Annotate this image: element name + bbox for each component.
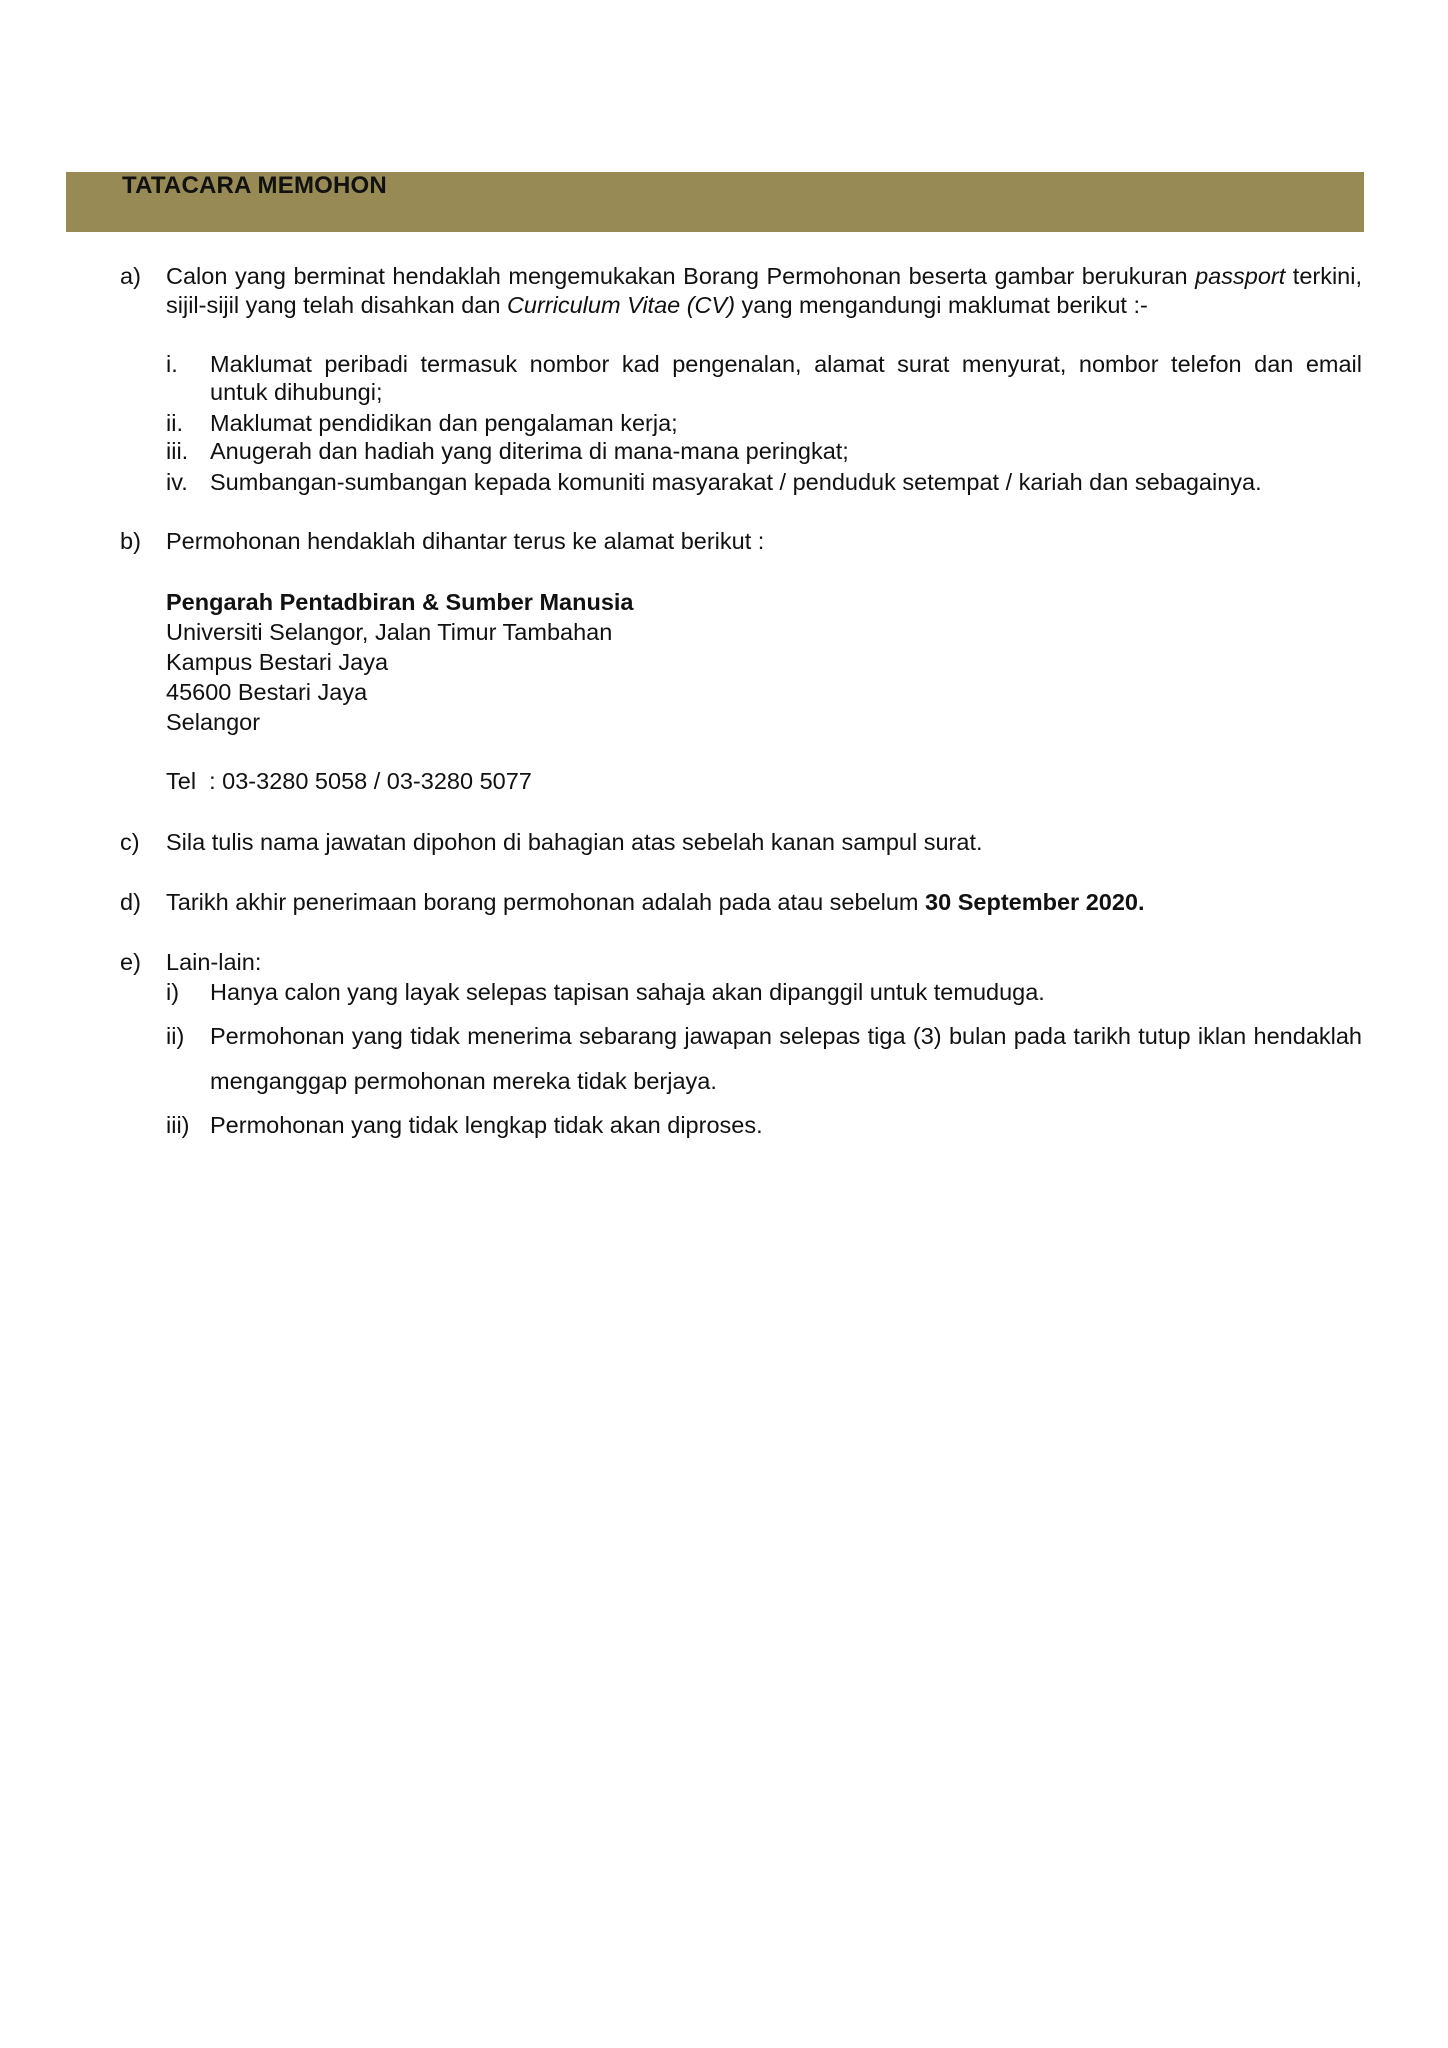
item-a-line-2: sijil-sijil yang telah disahkan dan Curriculum Vitae (CV) yang mengandungi maklumat berikut :- [166, 292, 1148, 318]
note-ii-line-2: menganggap permohonan mereka tidak berjaya. [210, 1068, 717, 1094]
subitem-i-line-1: Maklumat peribadi termasuk nombor kad pengenalan, alamat surat menyurat, nombor telefon dan email [210, 351, 1362, 377]
item-e-marker: e) [120, 949, 141, 975]
item-e-text: Lain-lain: [166, 949, 262, 975]
note-ii-marker: ii) [166, 1023, 185, 1049]
section-title: TATACARA MEMOHON [122, 172, 387, 199]
subitem-iv-marker: iv. [166, 469, 188, 495]
subitem-iv-text: Sumbangan-sumbangan kepada komuniti masyarakat / penduduk setempat / kariah dan sebagainya. [210, 469, 1262, 495]
subitem-iii-marker: iii. [166, 438, 189, 464]
item-c-text: Sila tulis nama jawatan dipohon di bahagian atas sebelah kanan sampul surat. [166, 829, 983, 855]
item-b-text: Permohonan hendaklah dihantar terus ke alamat berikut : [166, 528, 765, 554]
note-iii-marker: iii) [166, 1112, 190, 1138]
subitem-i-marker: i. [166, 351, 178, 377]
subitem-ii-marker: ii. [166, 410, 183, 436]
item-a-marker: a) [120, 263, 141, 289]
subitem-i-line-2: untuk dihubungi; [210, 379, 383, 405]
note-iii-text: Permohonan yang tidak lengkap tidak akan diproses. [210, 1112, 763, 1138]
address-recipient: Pengarah Pentadbiran & Sumber Manusia [166, 589, 634, 615]
section-header-bar [66, 172, 1364, 232]
note-i-text: Hanya calon yang layak selepas tapisan sahaja akan dipanggil untuk temuduga. [210, 979, 1045, 1005]
deadline-date: 30 September 2020. [925, 889, 1145, 915]
address-line-3: 45600 Bestari Jaya [166, 679, 368, 705]
telephone-numbers: Tel : 03-3280 5058 / 03-3280 5077 [166, 768, 532, 794]
item-d-text: Tarikh akhir penerimaan borang permohonan adalah pada atau sebelum 30 September 2020. [166, 889, 1145, 915]
subitem-iii-text: Anugerah dan hadiah yang diterima di mana-mana peringkat; [210, 438, 849, 464]
subitem-ii-text: Maklumat pendidikan dan pengalaman kerja; [210, 410, 678, 436]
item-b-marker: b) [120, 528, 141, 554]
address-line-2: Kampus Bestari Jaya [166, 649, 389, 675]
note-ii-line-1: Permohonan yang tidak menerima sebarang jawapan selepas tiga (3) bulan pada tarikh tutup iklan hendaklah [210, 1023, 1362, 1049]
item-d-marker: d) [120, 889, 141, 915]
address-line-4: Selangor [166, 709, 261, 735]
item-c-marker: c) [120, 829, 140, 855]
item-a-line-1: Calon yang berminat hendaklah mengemukakan Borang Permohonan beserta gambar berukuran passport terkini, [166, 263, 1363, 289]
address-line-1: Universiti Selangor, Jalan Timur Tambahan [166, 619, 613, 645]
note-i-marker: i) [166, 979, 180, 1005]
